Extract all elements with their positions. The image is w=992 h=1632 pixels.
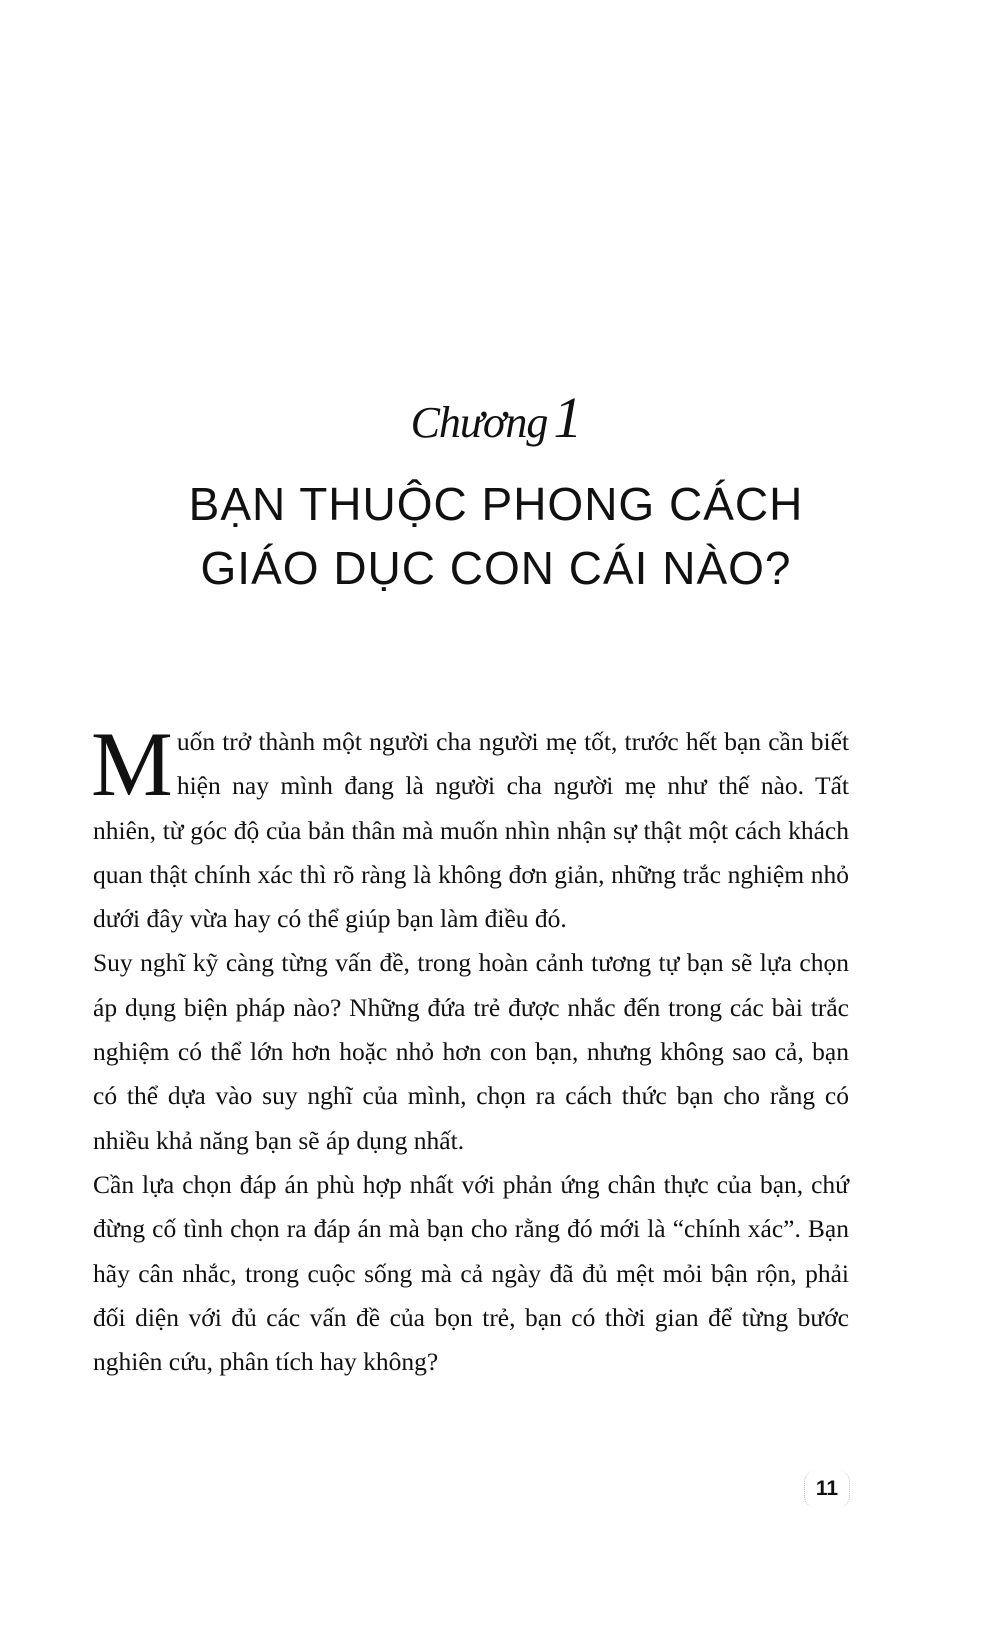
drop-cap: M <box>91 713 173 815</box>
chapter-title-line-2: GIÁO DỤC CON CÁI NÀO? <box>200 542 792 594</box>
paragraph-1 <box>91 713 849 941</box>
chapter-label <box>0 385 992 453</box>
chapter-number: 1 <box>553 385 582 450</box>
body-text <box>91 713 849 1384</box>
paragraph-1-text: uốn trở thành một người cha người mẹ tốt, trước hết bạn cần biết hiện nay mình đang là người cha người mẹ như thế nào. Tất nhiên, từ góc độ của bản thân mà muốn nhìn nhận sự thật một cách khách quan thật chính xác thì rõ ràng là không đơn giản, những trắc nghiệm nhỏ dưới đây vừa hay có thể giúp bạn làm điều đó. <box>93 727 849 934</box>
page-number: 11 <box>804 1470 850 1508</box>
paragraph-3: Cần lựa chọn đáp án phù hợp nhất với phản ứng chân thực của bạn, chứ đừng cố tình chọn ra đáp án mà bạn cho rằng đó mới là “chính xác”. Bạn hãy cân nhắc, trong cuộc sống mà cả ngày đã đủ mệt mỏi bận rộn, phải đối diện với đủ các vấn đề của bọn trẻ, bạn có thời gian để từng bước nghiên cứu, phân tích hay không? <box>93 1169 849 1377</box>
chapter-title <box>0 472 992 600</box>
chapter-title-line-1: BẠN THUỘC PHONG CÁCH <box>188 478 804 530</box>
paragraph-2: Suy nghĩ kỹ càng từng vấn đề, trong hoàn cảnh tương tự bạn sẽ lựa chọn áp dụng biện pháp nào? Những đứa trẻ được nhắc đến trong các bài trắc nghiệm có thể lớn hơn hoặc nhỏ hơn con bạn, nhưng không sao cả, bạn có thể dựa vào suy nghĩ của mình, chọn ra cách thức bạn cho rằng có nhiều khả năng bạn sẽ áp dụng nhất. <box>93 948 849 1155</box>
chapter-word: Chương <box>410 398 548 447</box>
